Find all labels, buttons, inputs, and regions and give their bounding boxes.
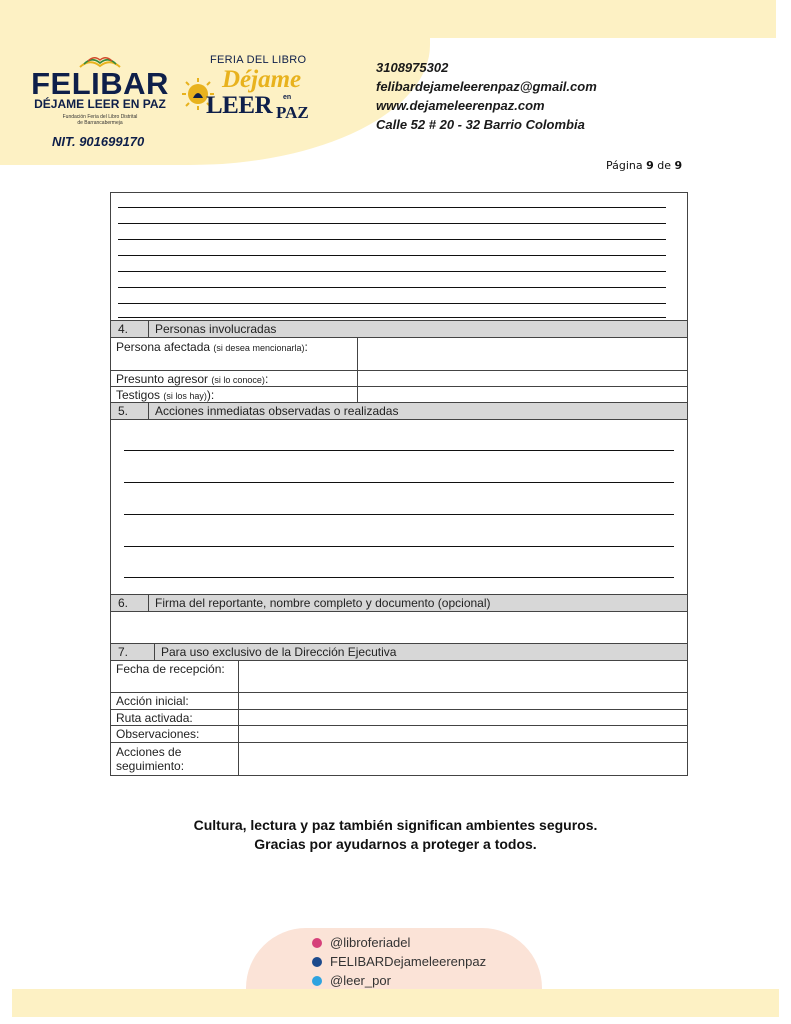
nit-number: NIT. 901699170 [52, 134, 145, 149]
field-label: Ruta activada: [111, 710, 239, 725]
contact-block [376, 58, 597, 134]
write-line [124, 514, 674, 515]
field-input[interactable] [358, 338, 687, 370]
section-title: Acciones inmediatas observadas o realizadas [155, 404, 399, 418]
field-label: Acción inicial: [111, 693, 239, 709]
facebook-handle: FELIBARDejameleerenpaz [330, 954, 487, 969]
actions-lines-area[interactable] [111, 420, 687, 595]
contact-address: Calle 52 # 20 - 32 Barrio Colombia [376, 117, 585, 132]
description-lines-area[interactable] [111, 193, 687, 321]
write-line [124, 577, 674, 578]
write-line [124, 450, 674, 451]
felibar-logo [30, 52, 170, 126]
write-line [118, 303, 666, 304]
page-current: 9 [646, 159, 654, 172]
write-line [118, 239, 666, 240]
logo-leer: LEER [206, 92, 273, 119]
logo-foundation-line1: Fundación Feria del Libro Distrital [62, 114, 138, 120]
field-label: Fecha de recepción: [111, 661, 239, 692]
section-number: 7. [111, 644, 155, 660]
form-row-accion-inicial [111, 693, 687, 710]
logo-en: en [283, 94, 292, 101]
section-6-header [111, 595, 687, 612]
field-input[interactable] [239, 726, 687, 742]
field-input[interactable] [358, 387, 687, 402]
section-number: 6. [111, 595, 149, 611]
form-row-observaciones [111, 726, 687, 743]
instagram-icon [312, 938, 322, 948]
field-label: Testigos (si los hay)): [111, 387, 358, 402]
contact-phone: 3108975302 [376, 60, 449, 75]
form-row-fecha-recepcion [111, 661, 687, 693]
form-row-presunto-agresor [111, 371, 687, 387]
field-input[interactable] [239, 710, 687, 725]
field-label: Acciones de seguimiento: [111, 743, 239, 775]
field-label: Observaciones: [111, 726, 239, 742]
instagram-handle: @libroferiadel [330, 935, 411, 950]
logo-brand: FELIBAR [31, 66, 169, 101]
page-label: Página [606, 159, 643, 172]
social-instagram[interactable] [312, 933, 486, 952]
twitter-handle: @leer_por [330, 973, 391, 988]
write-line [118, 207, 666, 208]
closing-line2: Gracias por ayudarnos a proteger a todos. [254, 836, 537, 852]
section-4-header [111, 321, 687, 338]
form-row-persona-afectada [111, 338, 687, 371]
logo-paz: PAZ [276, 103, 309, 122]
write-line [118, 287, 666, 288]
form-row-acciones-seguimiento [111, 743, 687, 776]
facebook-icon [312, 957, 322, 967]
contact-email: felibardejameleerenpaz@gmail.com [376, 79, 597, 94]
field-label: Presunto agresor (si lo conoce): [111, 371, 358, 386]
contact-web: www.dejameleerenpaz.com [376, 98, 545, 113]
form-row-testigos [111, 387, 687, 403]
section-5-header [111, 403, 687, 420]
form-row-ruta-activada [111, 710, 687, 726]
write-line [118, 317, 666, 318]
write-line [118, 271, 666, 272]
section-title: Firma del reportante, nombre completo y documento (opcional) [155, 596, 491, 610]
closing-message [0, 816, 791, 854]
logo-tagline: DÉJAME LEER EN PAZ [34, 97, 166, 111]
logo-foundation-line2: de Barrancabermeja [77, 120, 123, 126]
social-links [312, 933, 486, 990]
write-line [124, 482, 674, 483]
footer-band [12, 989, 779, 1017]
field-input[interactable] [239, 693, 687, 709]
field-input[interactable] [239, 743, 687, 775]
section-title: Para uso exclusivo de la Dirección Ejecutiva [161, 645, 397, 659]
feria-label: FERIA DEL LIBRO [210, 54, 307, 66]
logo-dejame: Déjame [222, 66, 302, 93]
write-line [118, 255, 666, 256]
feria-logo [182, 54, 312, 122]
field-label: Persona afectada (si desea mencionarla): [111, 338, 358, 370]
social-facebook[interactable] [312, 952, 486, 971]
signature-field[interactable] [111, 612, 687, 644]
section-title: Personas involucradas [155, 322, 277, 336]
field-input[interactable] [358, 371, 687, 386]
page-of: de [657, 159, 672, 172]
write-line [124, 546, 674, 547]
section-7-header [111, 644, 687, 661]
social-twitter[interactable] [312, 971, 486, 990]
page-number [606, 159, 682, 172]
twitter-icon [312, 976, 322, 986]
closing-line1: Cultura, lectura y paz también significan ambientes seguros. [193, 817, 598, 833]
report-form [110, 192, 688, 776]
field-input[interactable] [239, 661, 687, 692]
write-line [118, 223, 666, 224]
section-number: 4. [111, 321, 149, 337]
page-total: 9 [674, 159, 683, 172]
section-number: 5. [111, 403, 149, 419]
